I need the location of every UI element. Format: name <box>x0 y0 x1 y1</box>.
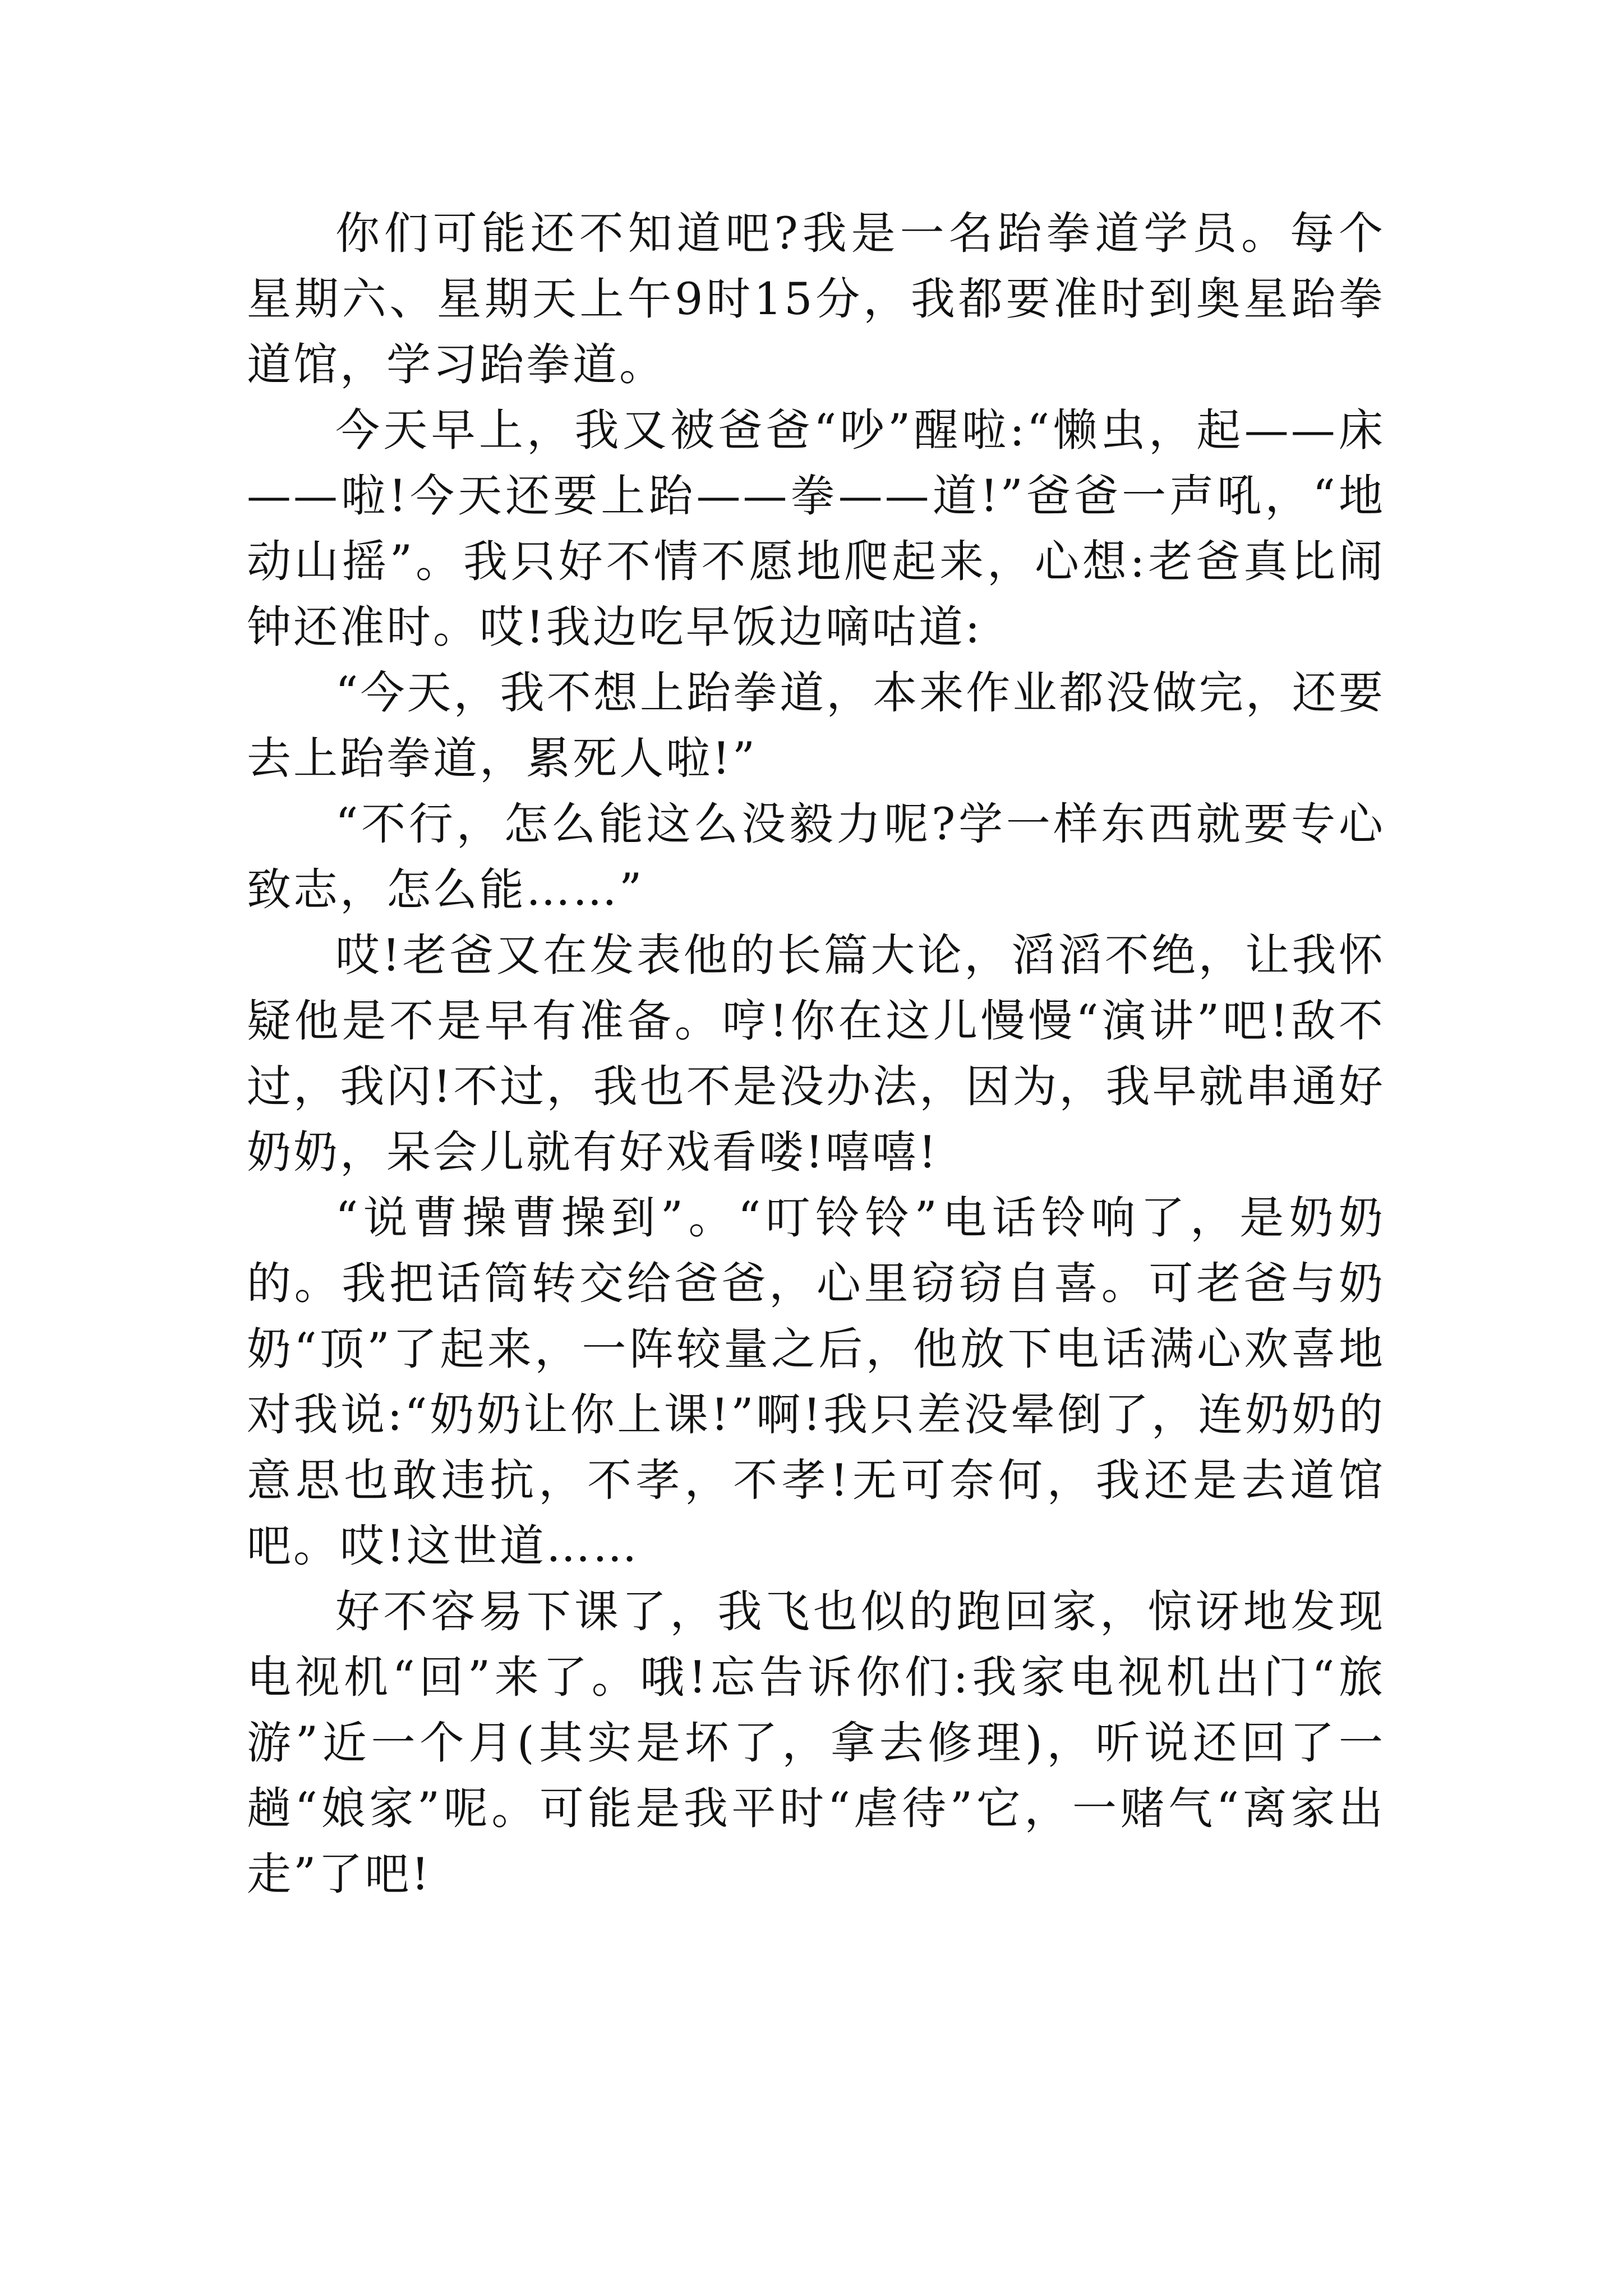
paragraph-2: 今天早上，我又被爸爸“吵”醒啦:“懒虫，起——床——啦!今天还要上跆——拳——道!”爸爸一声吼，“地动山摇”。我只好不情不愿地爬起来，心想:老爸真比闹钟还准时。哎!我边吃早饭边嘀咕道: <box>247 404 1385 653</box>
body-text <box>247 201 1385 1907</box>
paragraph-7: 好不容易下课了，我飞也似的跑回家，惊讶地发现电视机“回”来了。哦!忘告诉你们:我家电视机出门“旅游”近一个月(其实是坏了，拿去修理)，听说还回了一趟“娘家”呢。可能是我平时“虐待”它，一赌气“离家出走”了吧! <box>247 1586 1385 1900</box>
paragraph-6: “说曹操曹操到”。“叮铃铃”电话铃响了，是奶奶的。我把话筒转交给爸爸，心里窃窃自喜。可老爸与奶奶“顶”了起来，一阵较量之后，他放下电话满心欢喜地对我说:“奶奶让你上课!”啊!我只差没晕倒了，连奶奶的意思也敢违抗，不孝，不孝!无可奈何，我还是去道馆吧。哎!这世道…… <box>247 1192 1385 1572</box>
paragraph-1: 你们可能还不知道吧?我是一名跆拳道学员。每个星期六、星期天上午9时15分，我都要准时到奥星跆拳道馆，学习跆拳道。 <box>247 208 1385 390</box>
paragraph-3: “今天，我不想上跆拳道，本来作业都没做完，还要去上跆拳道，累死人啦!” <box>247 667 1385 784</box>
paragraph-4: “不行，怎么能这么没毅力呢?学一样东西就要专心致志，怎么能……” <box>247 798 1385 915</box>
paragraph-5: 哎!老爸又在发表他的长篇大论，滔滔不绝，让我怀疑他是不是早有准备。哼!你在这儿慢慢“演讲”吧!敌不过，我闪!不过，我也不是没办法，因为，我早就串通好奶奶，呆会儿就有好戏看喽!嘻嘻! <box>247 930 1385 1178</box>
